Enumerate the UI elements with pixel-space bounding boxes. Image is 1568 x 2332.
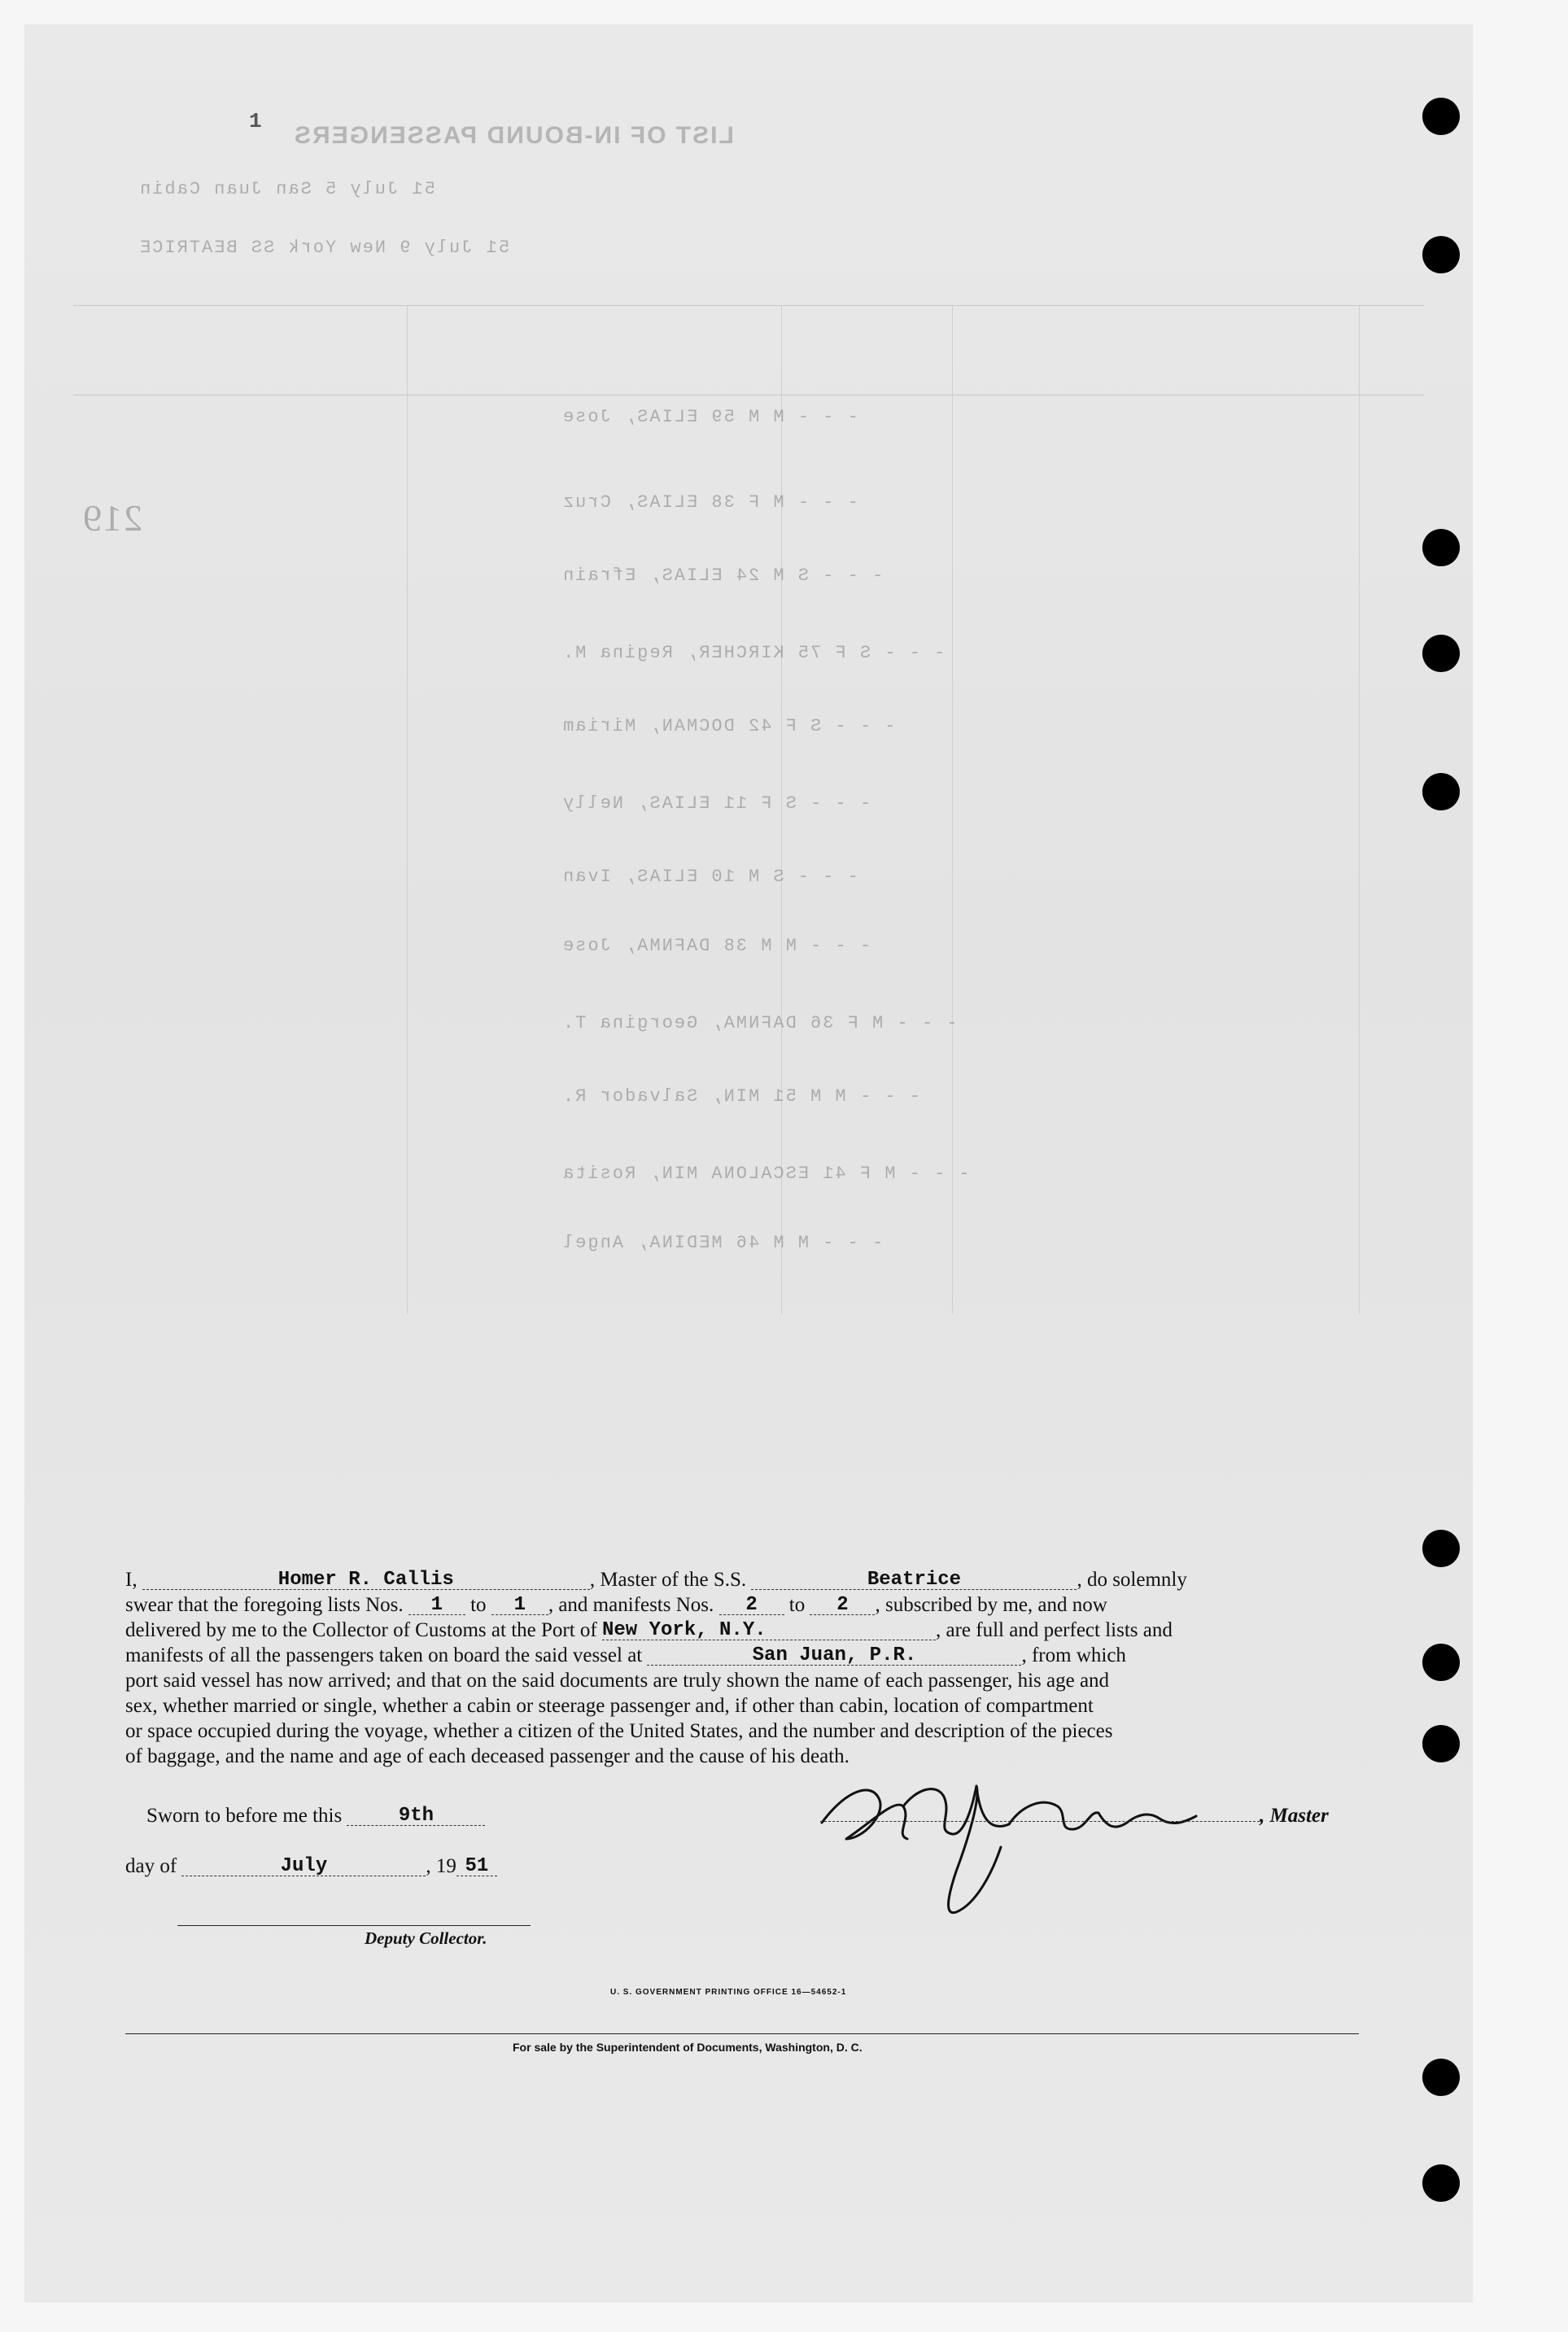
bleed-through-column: - - - M M 59 ELIAS, Jose — [561, 407, 858, 427]
document-page — [24, 24, 1473, 2303]
oath-line-3 — [125, 1618, 1359, 1643]
bleed-through-column: - - - M M 51 MIN, Salvador R. — [561, 1086, 920, 1107]
oath-text: , from which — [1021, 1644, 1126, 1666]
master-label: , Master — [1260, 1805, 1329, 1827]
oath-text: delivered by me to the Collector of Customs at the Port of — [125, 1619, 597, 1641]
sworn-day-field: 9th — [347, 1807, 485, 1826]
oath-text: to — [788, 1594, 806, 1616]
bleed-through-rule — [1359, 305, 1360, 1314]
sworn-line — [146, 1805, 485, 1828]
bleed-through-column: - - - M F 36 DAFNMA, Georgina T. — [561, 1013, 958, 1033]
punch-hole — [1422, 635, 1460, 672]
oath-line-8: of baggage, and the name and age of each deceased passenger and the cause of his death. — [125, 1745, 850, 1767]
oath-text: to — [470, 1594, 487, 1616]
ship-name-field: Beatrice — [751, 1571, 1077, 1590]
page-number: 1 — [249, 109, 262, 133]
bleed-through-column: - - - M F 41 ESCALONA MIN, Rosita — [561, 1164, 970, 1184]
oath-text: manifests of all the passengers taken on board the said vessel at — [125, 1644, 643, 1666]
bleed-through-column: - - - S F 11 ELIAS, Nelly — [561, 793, 871, 814]
manifest-to-field: 2 — [810, 1596, 875, 1615]
punch-hole — [1422, 1725, 1460, 1762]
signature-line — [820, 1805, 1329, 1828]
oath-line-2 — [125, 1592, 1359, 1618]
bleed-through-column: - - - M F 38 ELIAS, Cruz — [561, 492, 858, 513]
punch-hole — [1422, 1644, 1460, 1681]
bleed-through-line: 51 July 9 New York SS BEATRICE — [138, 238, 510, 258]
oath-line-6: sex, whether married or single, whether a cabin or steerage passenger and, if other than cabin, location of compartment — [125, 1695, 1094, 1717]
for-sale-notice: For sale by the Superintendent of Documents, Washington, D. C. — [513, 2041, 863, 2054]
month-field: July — [181, 1858, 426, 1876]
sworn-label: Sworn to before me this — [146, 1805, 343, 1827]
bleed-through-heading: LIST OF IN-BOUND PASSENGERS — [293, 122, 734, 149]
oath-text: , and manifests Nos. — [548, 1594, 714, 1616]
punch-hole — [1422, 2164, 1460, 2202]
manifest-from-field: 2 — [719, 1596, 784, 1615]
oath-line-5: port said vessel has now arrived; and that on the said documents are truly shown the name of each passenger, his age and — [125, 1670, 1110, 1692]
departure-port-field: San Juan, P.R. — [647, 1647, 1021, 1666]
arrival-port-field: New York, N.Y. — [602, 1622, 936, 1640]
oath-text: I, — [125, 1569, 138, 1591]
bleed-through-stamp: 219 — [81, 497, 142, 539]
signature-rule — [820, 1805, 1260, 1822]
oath-text: , are full and perfect lists and — [936, 1619, 1173, 1641]
day-of-line — [125, 1855, 497, 1878]
punch-hole — [1422, 529, 1460, 566]
punch-hole — [1422, 98, 1460, 135]
printing-office-imprint: U. S. GOVERNMENT PRINTING OFFICE 16—54652-1 — [610, 1988, 847, 1997]
oath-text: , do solemnly — [1077, 1569, 1187, 1591]
bleed-through-column: - - - S M 10 ELIAS, Ivan — [561, 867, 858, 887]
oath-text: , subscribed by me, and now — [875, 1594, 1107, 1616]
footer-rule — [125, 2033, 1359, 2034]
bleed-through-column: - - - M M 38 DAFNMA, Jose — [561, 936, 871, 956]
bleed-through-column: - - - S F 75 KIRCHER, Regina M. — [561, 643, 946, 663]
deputy-collector-label: Deputy Collector. — [365, 1928, 487, 1948]
year-field: 51 — [456, 1858, 497, 1876]
oath-paragraph — [125, 1567, 1359, 1769]
list-from-field: 1 — [408, 1596, 465, 1615]
master-name-field: Homer R. Callis — [142, 1571, 590, 1590]
oath-text: , Master of the S.S. — [589, 1569, 747, 1591]
punch-hole — [1422, 773, 1460, 810]
bleed-through-column: - - - S F 42 DOCMAN, Miriam — [561, 716, 896, 736]
bleed-through-line: 51 July 5 San Juan Cabin — [138, 179, 435, 199]
bleed-through-rule — [73, 305, 1424, 306]
bleed-through-column: - - - S M 24 ELIAS, Efrain — [561, 566, 884, 586]
oath-line-4 — [125, 1643, 1359, 1668]
year-prefix: , 19 — [426, 1855, 456, 1877]
day-of-label: day of — [125, 1855, 177, 1877]
oath-text: swear that the foregoing lists Nos. — [125, 1594, 404, 1616]
bleed-through-rule — [952, 305, 953, 1314]
deputy-signature-rule — [177, 1925, 531, 1926]
bleed-through-rule — [407, 305, 408, 1314]
punch-hole — [1422, 236, 1460, 273]
oath-line-7: or space occupied during the voyage, whether a citizen of the United States, and the number and description of the pieces — [125, 1720, 1113, 1742]
master-signature — [814, 1749, 1269, 1937]
list-to-field: 1 — [491, 1596, 548, 1615]
punch-hole — [1422, 1530, 1460, 1567]
bleed-through-column: - - - M M 46 MEDINA, Angel — [561, 1233, 884, 1253]
oath-line-1 — [125, 1567, 1359, 1592]
punch-hole — [1422, 2059, 1460, 2096]
